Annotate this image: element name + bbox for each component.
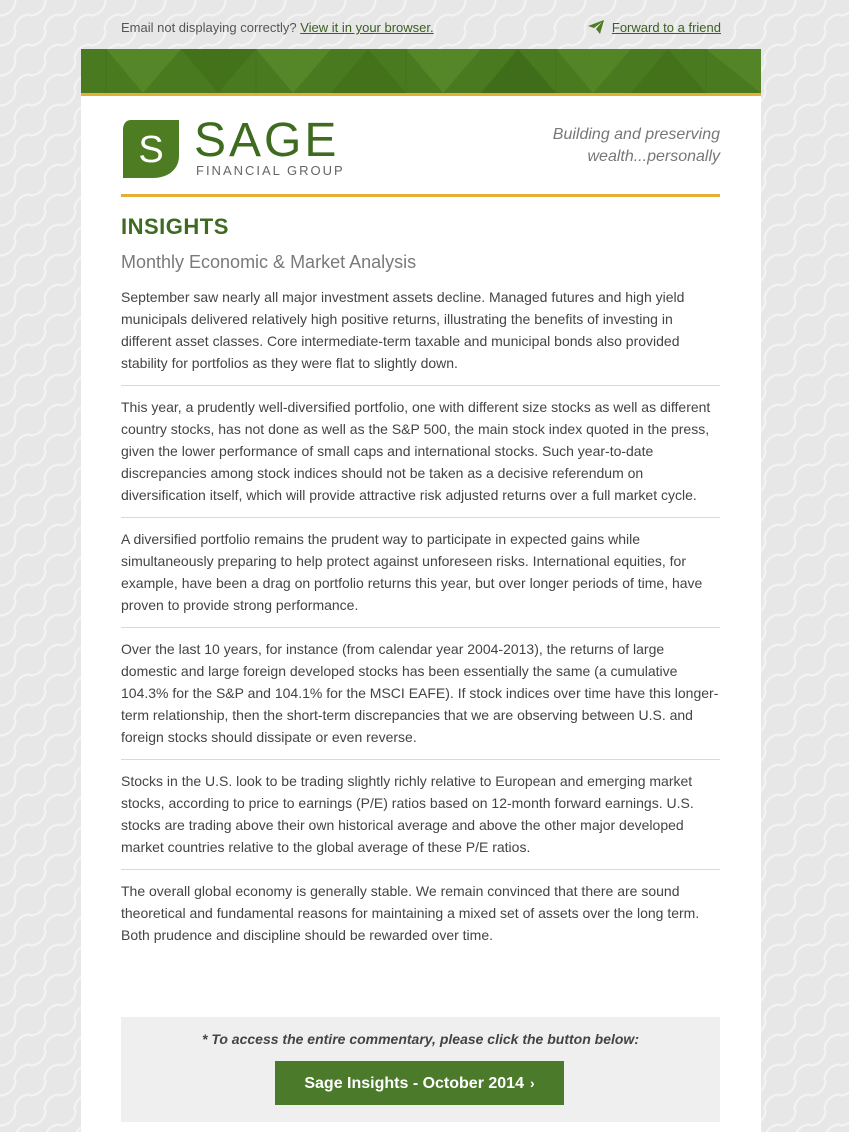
view-in-browser-link[interactable]: View it in your browser.	[300, 20, 434, 35]
leaf-logo-icon	[121, 118, 183, 180]
article-title: INSIGHTS	[121, 214, 229, 239]
article-subtitle: Monthly Economic & Market Analysis	[121, 252, 417, 272]
preheader-bar	[121, 18, 721, 38]
article-paragraph: Stocks in the U.S. look to be trading slightly richly relative to European and emerging market stocks, according to price to earnings (P/E) ratios based on 12-month forward earnings. U.S. stocks are trading above their own historical average and above the other major developed market countries relative to the global average of these P/E ratios.	[121, 773, 694, 855]
paragraph-divider	[121, 385, 720, 386]
paragraph-divider	[121, 627, 720, 628]
article-paragraph: The overall global economy is generally stable. We remain convinced that there are sound theoretical and fundamental reasons for maintaining a mixed set of assets over the long term. Both prudence and discipline should be rewarded over time.	[121, 883, 700, 943]
article-paragraph: A diversified portfolio remains the prudent way to participate in expected gains while simultaneously preparing to help protect against unforeseen risks. International equities, for example, have been a drag on portfolio returns this year, but over longer periods of time, have proven to provide strong performance.	[121, 531, 703, 613]
logo-letter: S	[138, 129, 164, 171]
article-paragraph: September saw nearly all major investment assets decline. Managed futures and high yield municipals delivered relatively high positive returns, illustrating the benefits of investing in different asset classes. Core intermediate-term taxable and municipal bonds also provided stability for portfolios as they were flat to slightly down.	[121, 289, 685, 371]
tagline	[500, 124, 720, 168]
forward-to-friend-link[interactable]: Forward to a friend	[611, 20, 721, 35]
article	[121, 212, 720, 957]
sage-insights-button[interactable]	[275, 1061, 564, 1105]
banner-pattern	[81, 49, 761, 93]
cta-button-label: Sage Insights - October 2014	[304, 1075, 524, 1092]
header-banner	[81, 49, 761, 93]
email-container	[81, 49, 761, 1132]
paragraph-divider	[121, 869, 720, 870]
logo-word: SAGE	[194, 114, 340, 167]
tagline-line-2: wealth...personally	[587, 148, 720, 165]
paper-plane-icon[interactable]	[588, 20, 604, 34]
cta-box	[121, 1017, 720, 1122]
tagline-line-1: Building and preserving	[552, 126, 720, 143]
logo-subtitle: FINANCIAL GROUP	[196, 163, 345, 178]
preheader-left	[121, 20, 434, 35]
paragraph-divider	[121, 759, 720, 760]
forward-to-friend[interactable]	[588, 20, 721, 35]
banner-gold-line	[81, 93, 761, 96]
not-displaying-text: Email not displaying correctly?	[121, 20, 297, 35]
article-paragraph: Over the last 10 years, for instance (from calendar year 2004-2013), the returns of large domestic and large foreign developed stocks has been essentially the same (a cumulative 104.3% for the S&P and 104.1% for the MSCI EAFE). If stock indices over time have this longer-term relationship, then the short-term discrepancies that we are observing between U.S. and foreign stocks should dissipate or even reverse.	[121, 641, 719, 745]
paragraph-divider	[121, 517, 720, 518]
sage-logo[interactable]	[121, 114, 361, 180]
chevron-right-icon: ›	[529, 1075, 535, 1091]
cta-note: * To access the entire commentary, please click the button below:	[202, 1031, 639, 1047]
article-paragraph: This year, a prudently well-diversified portfolio, one with different size stocks as well as different country stocks, has not done as well as the S&P 500, the main stock index quoted in the press, given the lower performance of small caps and international stocks. Such year-to-date discrepancies among stock indices should not be taken as a decisive referendum on diversification itself, which will provide attractive risk adjusted returns over a full market cycle.	[121, 399, 711, 503]
header-divider	[121, 194, 720, 197]
